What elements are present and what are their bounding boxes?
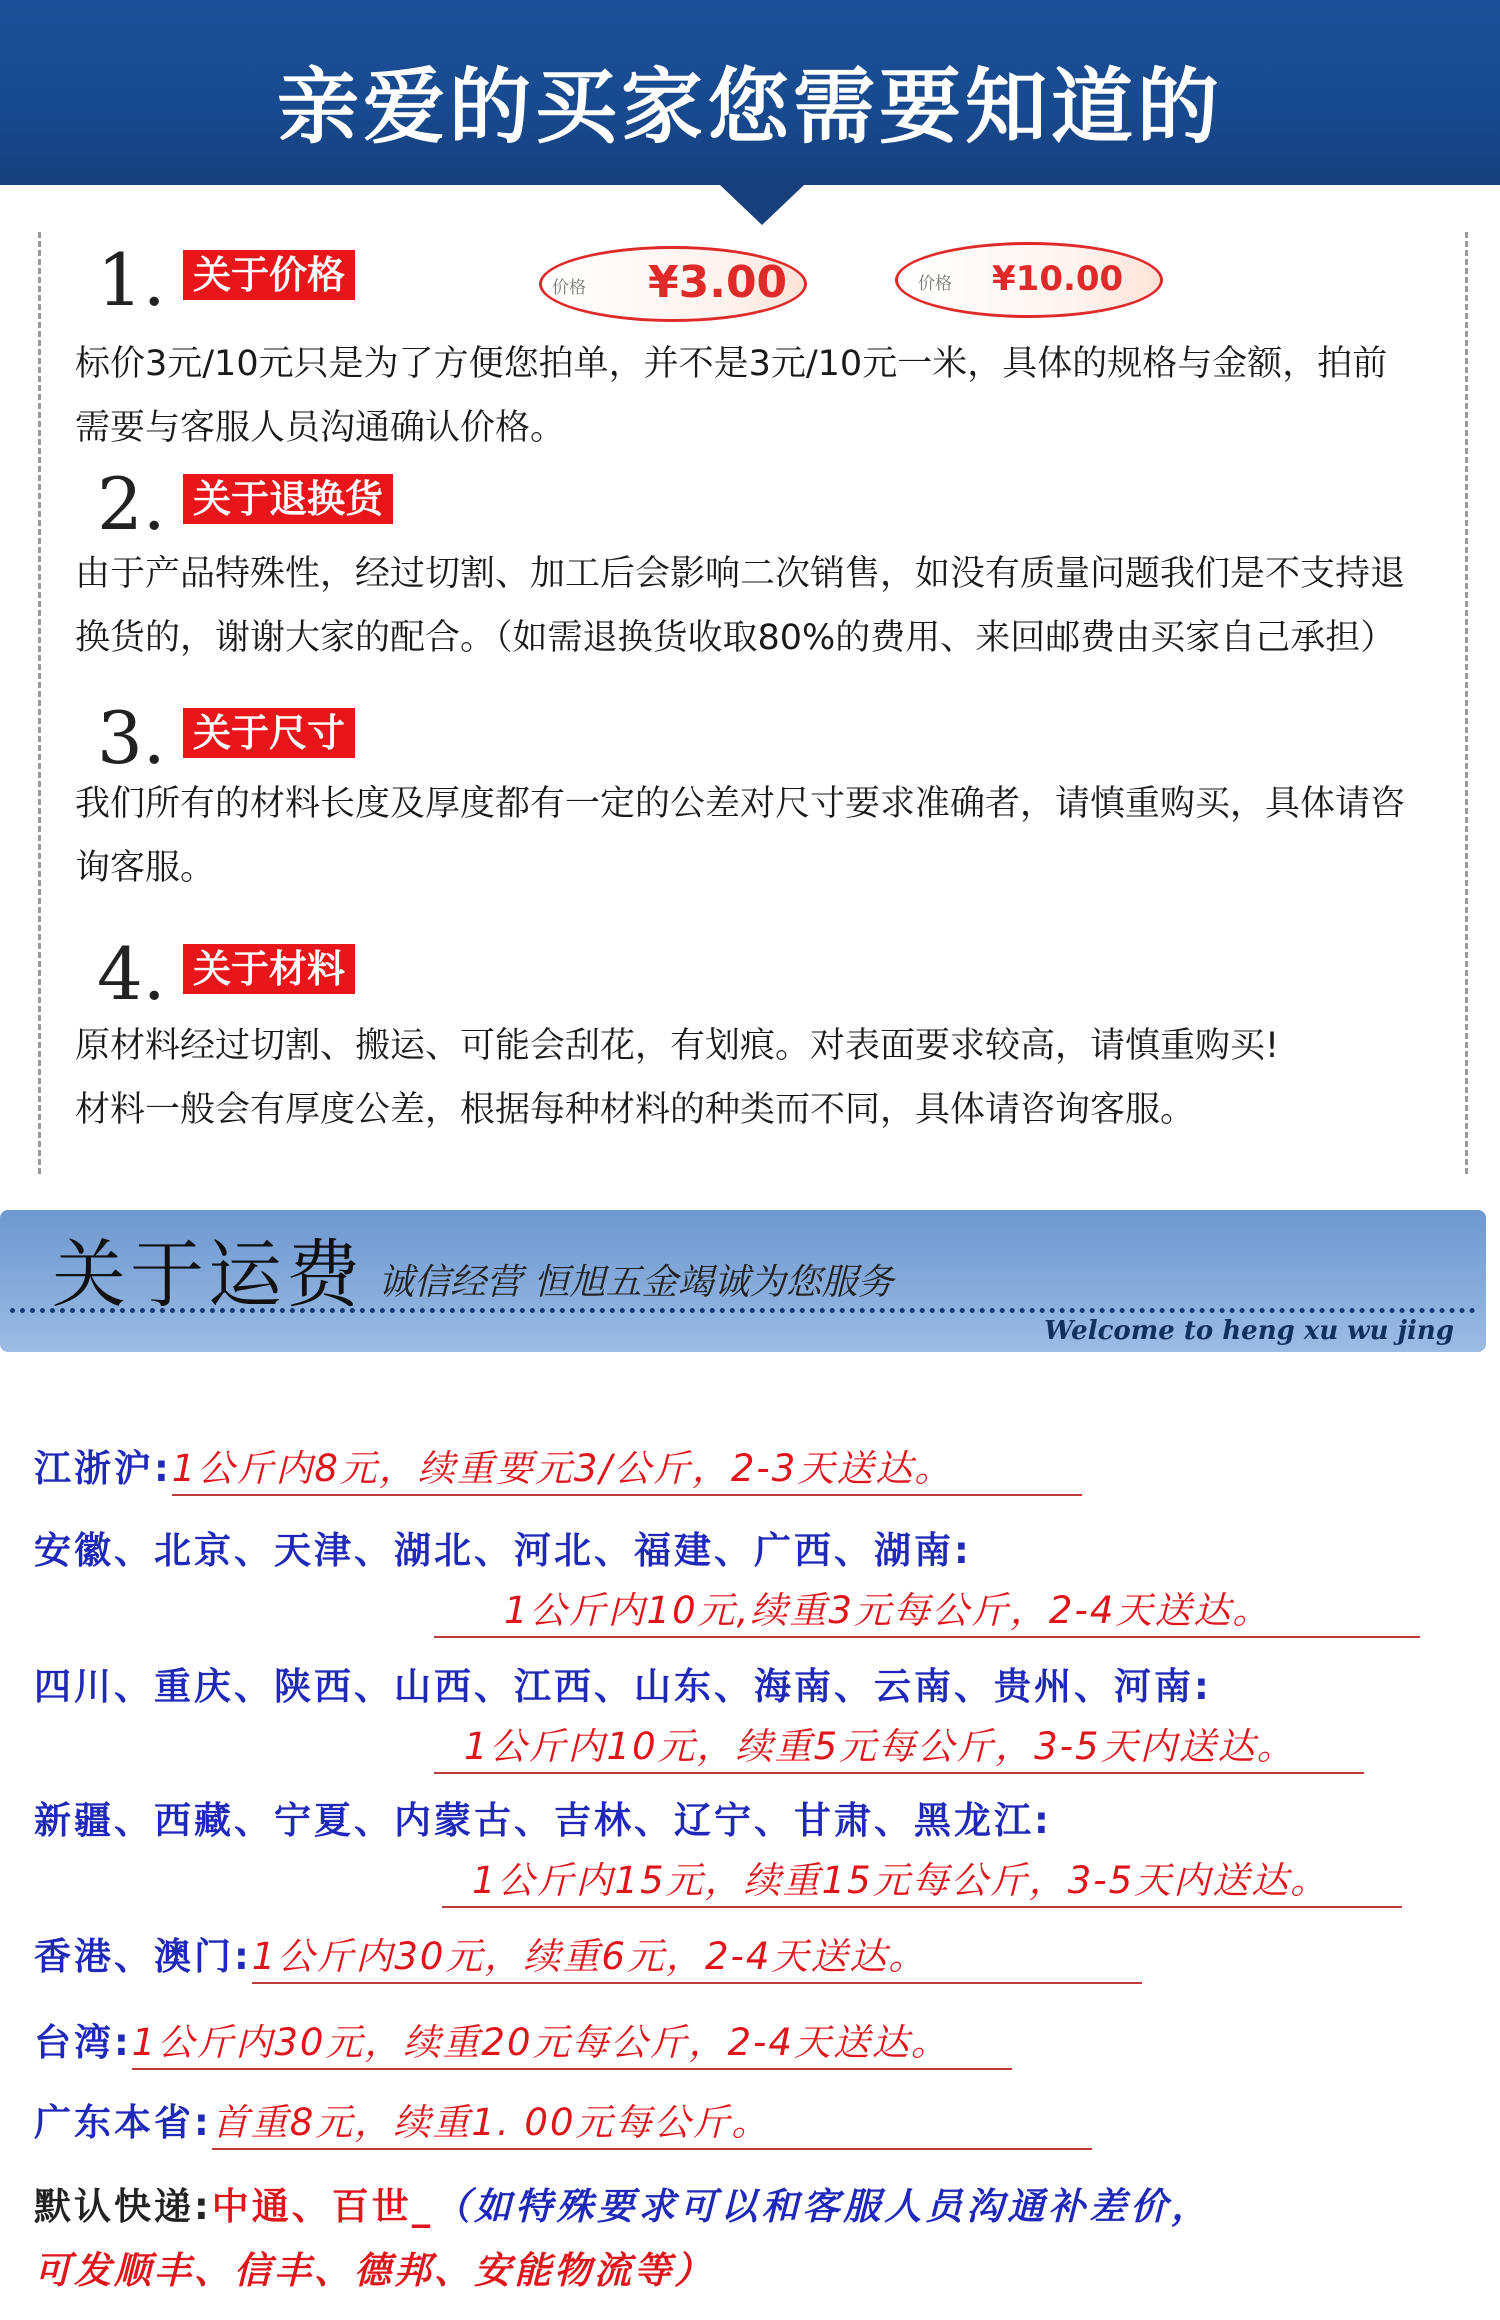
shipping-region: 江浙沪: [34, 1447, 172, 1490]
text-line: 需要与客服人员沟通确认价格。 [75, 408, 566, 448]
price-value: ¥10.00 [992, 259, 1124, 299]
section-tag: 关于价格 [183, 250, 355, 300]
shipping-title: 关于运费 [52, 1232, 364, 1318]
section-number: 2. [97, 462, 166, 546]
shipping-detail: 首重8元，续重1. 00元每公斤。 [212, 2092, 1092, 2150]
shipping-detail: 1公斤内10元,续重3元每公斤，2-4天送达。 [434, 1580, 1420, 1638]
text-line: 由于产品特殊性，经过切割、加工后会影响二次销售，如没有质量问题我们是不支持退 [75, 554, 1406, 594]
shipping-slogan: 诚信经营 恒旭五金竭诚为您服务 [378, 1262, 894, 1303]
english-slogan: Welcome to heng xu wu jing [1044, 1316, 1454, 1346]
text-line: 换货的，谢谢大家的配合。（如需退换货收取80%的费用、来回邮费由买家自己承担） [75, 618, 1396, 658]
section-tag: 关于退换货 [183, 474, 393, 524]
text-line: 原材料经过切割、搬运、可能会刮花，有划痕。对表面要求较高，请慎重购买! [75, 1026, 1280, 1066]
shipping-detail: 1公斤内15元，续重15元每公斤，3-5天内送达。 [442, 1850, 1402, 1908]
section-text [75, 772, 1475, 900]
default-express-note: （如特殊要求可以和客服人员沟通补差价， [433, 2185, 1213, 2228]
default-express-options: 可发顺丰、信丰、德邦、安能物流等） [34, 2249, 714, 2292]
info-box [38, 232, 1468, 1174]
section-text [75, 1014, 1475, 1142]
section-tag: 关于材料 [183, 944, 355, 994]
price-badge [539, 246, 807, 322]
shipping-region: 台湾: [34, 2021, 132, 2064]
shipping-region: 广东本省: [34, 2101, 212, 2144]
section-text [75, 332, 1475, 460]
shipping-row [34, 1656, 1364, 1774]
price-badge [895, 242, 1163, 318]
price-label: 价格 [552, 278, 586, 298]
shipping-row [34, 2012, 1012, 2070]
shipping-row [34, 1520, 1420, 1638]
shipping-detail: 1公斤内8元，续重要元3/公斤，2-3天送达。 [172, 1438, 1082, 1496]
shipping-region: 安徽、北京、天津、湖北、河北、福建、广西、湖南: [34, 1529, 972, 1572]
price-value: ¥3.00 [648, 257, 788, 308]
shipping-region: 四川、重庆、陕西、山西、江西、山东、海南、云南、贵州、河南: [34, 1665, 1212, 1708]
page-title: 亲爱的买家您需要知道的 [276, 60, 1223, 155]
shipping-region: 新疆、西藏、宁夏、内蒙古、吉林、辽宁、甘肃、黑龙江: [34, 1799, 1052, 1842]
section-tag: 关于尺寸 [183, 708, 355, 758]
shipping-detail: 1公斤内30元，续重6元，2-4天送达。 [252, 1926, 1142, 1984]
shipping-row [34, 1926, 1142, 1984]
shipping-row [34, 2092, 1092, 2150]
default-carriers: 中通、百世_ [211, 2185, 434, 2228]
text-line: 材料一般会有厚度公差，根据每种材料的种类而不同，具体请咨询客服。 [75, 1090, 1196, 1130]
header-banner [0, 0, 1500, 185]
section-number: 3. [97, 696, 166, 780]
section-number: 4. [97, 932, 166, 1016]
text-line: 询客服。 [75, 848, 216, 888]
default-express [34, 2176, 1474, 2294]
price-label: 价格 [918, 274, 952, 294]
text-line: 我们所有的材料长度及厚度都有一定的公差对尺寸要求准确者，请慎重购买，具体请咨 [75, 784, 1406, 824]
shipping-banner [0, 1210, 1486, 1352]
section-text [75, 542, 1475, 670]
shipping-row [34, 1438, 1082, 1496]
default-express-label: 默认快递: [34, 2185, 212, 2228]
text-line: 标价3元/10元只是为了方便您拍单，并不是3元/10元一米，具体的规格与金额，拍前 [75, 344, 1388, 384]
shipping-row [34, 1790, 1402, 1908]
shipping-detail: 1公斤内30元，续重20元每公斤，2-4天送达。 [132, 2012, 1012, 2070]
header-arrow [720, 185, 804, 225]
section-number: 1. [97, 238, 166, 322]
shipping-detail: 1公斤内10元，续重5元每公斤，3-5天内送达。 [434, 1716, 1364, 1774]
dotted-divider [10, 1308, 1476, 1313]
shipping-region: 香港、澳门: [34, 1935, 252, 1978]
